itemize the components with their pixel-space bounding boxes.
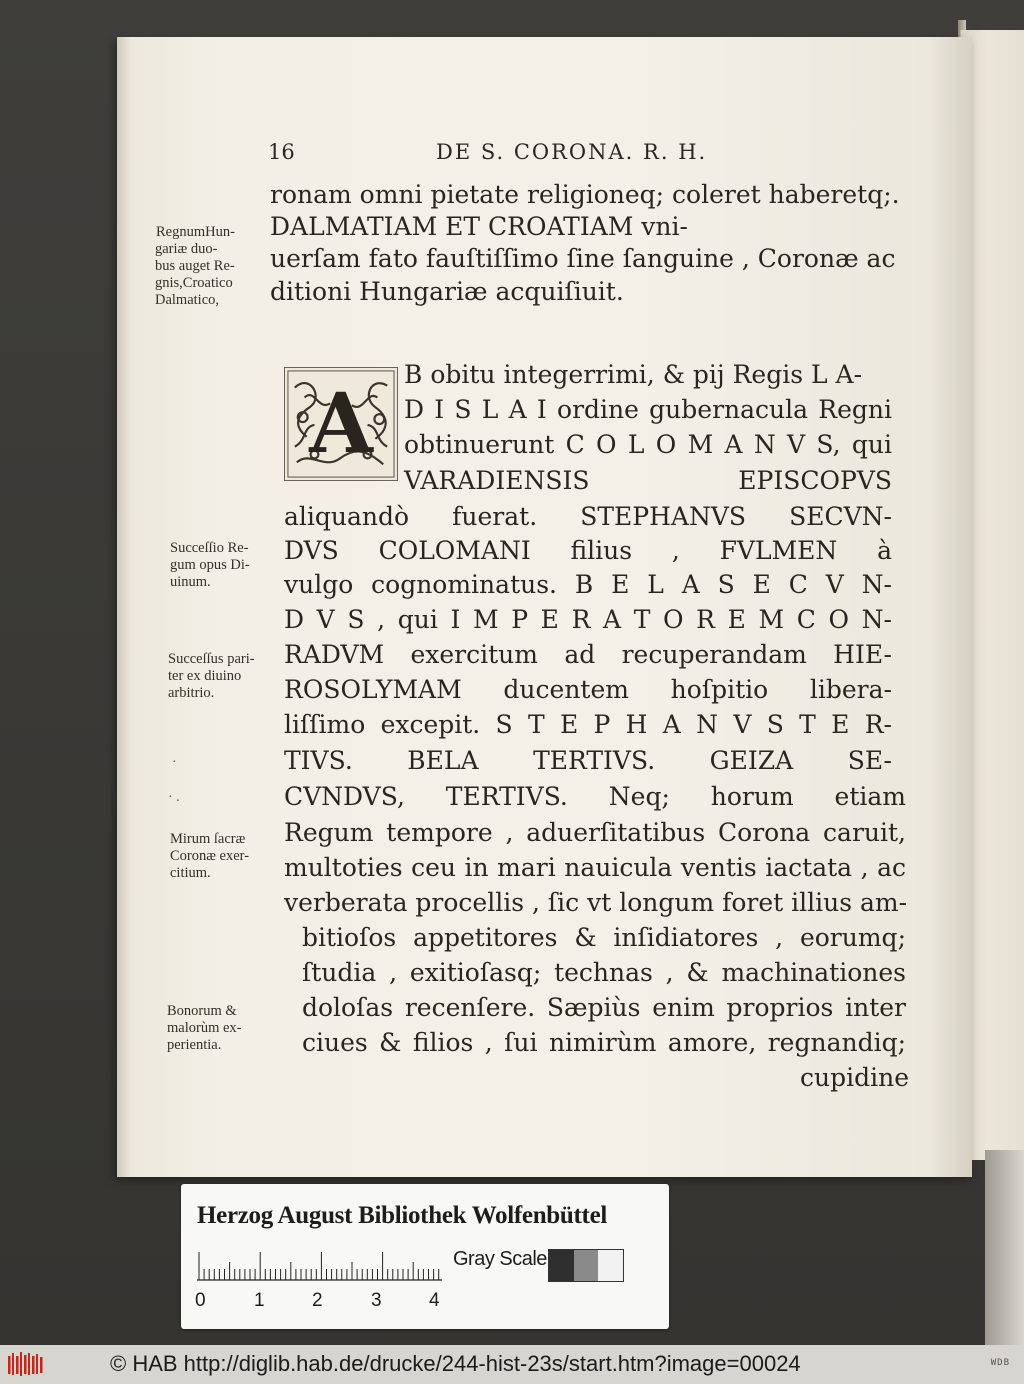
text-line: VARADIENSIS EPISCOPVS xyxy=(404,466,892,495)
marginal-note-line: gum opus Di- xyxy=(170,557,250,573)
library-name: Herzog August Bibliothek Wolfenbüttel xyxy=(197,1202,608,1229)
margin-mark: · . xyxy=(168,790,180,805)
marginal-note-line: ter ex diuino xyxy=(168,668,242,684)
marginal-note-line: gnis,Croatico xyxy=(155,275,233,291)
text-line: RADVM exercitum ad recuperandam HIE- xyxy=(284,640,892,669)
margin-mark: · xyxy=(172,755,177,770)
marginal-note-line: citium. xyxy=(170,865,211,881)
text-line: Regum tempore , aduerſitatibus Corona caruit, xyxy=(284,818,906,847)
marginal-note-line: uinum. xyxy=(170,574,211,590)
scale-ruler xyxy=(197,1251,442,1281)
marginal-note-line: Succeſſus pari- xyxy=(168,651,255,667)
text-line: CVNDVS, TERTIVS. Neq; horum etiam xyxy=(284,782,906,811)
footer-tag: WDB xyxy=(990,1358,1010,1368)
text-line: verberata procellis , ſic vt longum foret illius am- xyxy=(284,888,908,917)
text-line: liſſimo excepit. S T E P H A N V S T E R- xyxy=(284,710,892,739)
text-line: DVS COLOMANI filius , FVLMEN à xyxy=(284,536,892,565)
marginal-note-line: arbitrio. xyxy=(168,685,215,701)
text-line: uerſam fato fauſtiſſimo ſine ſanguine , Coronæ ac xyxy=(270,244,896,273)
text-line: bitioſos appetitores & inſidiatores , eorumq; xyxy=(302,923,906,952)
ruler-number: 0 xyxy=(195,1290,206,1311)
text-line: ronam omni pietate religioneq; coleret haberetq;. xyxy=(270,180,900,209)
marginal-note-line: Succeſſio Re- xyxy=(170,540,249,556)
ruler-number: 4 xyxy=(429,1290,440,1311)
text-line: TIVS. BELA TERTIVS. GEIZA SE- xyxy=(284,746,892,775)
text-line: B obitu integerrimi, & pij Regis L A- xyxy=(404,360,863,389)
gray-swatch xyxy=(574,1250,599,1281)
viewer-footer xyxy=(0,1345,1024,1384)
marginal-note-line: bus auget Re- xyxy=(155,258,235,274)
page-gutter-shade xyxy=(117,37,131,1177)
marginal-note-line: perientia. xyxy=(167,1037,222,1053)
text-line: DALMATIAM ET CROATIAM vni- xyxy=(270,212,688,241)
marginal-note-line: Mirum ſacræ xyxy=(170,831,246,847)
text-line: doloſas recenſere. Sæpiùs enim proprios inter xyxy=(302,993,906,1022)
marginal-note-line: Dalmatico, xyxy=(155,292,220,308)
text-line: vulgo cognominatus. B E L A S E C V N- xyxy=(284,570,892,599)
ruler-number: 3 xyxy=(371,1290,382,1311)
text-line: D V S , qui I M P E R A T O R E M C O N- xyxy=(284,605,892,634)
decorated-initial xyxy=(284,367,398,481)
marginal-note-line: Coronæ exer- xyxy=(170,848,250,864)
text-line: cupidine xyxy=(800,1063,909,1092)
gray-scale-label: Gray Scale xyxy=(453,1248,547,1270)
text-line: ROSOLYMAM ducentem hoſpitio libera- xyxy=(284,675,892,704)
page-header xyxy=(268,140,908,172)
text-line: ſtudia , exitioſasq; technas , & machinationes xyxy=(302,958,906,987)
text-line: obtinuerunt C O L O M A N V S, qui xyxy=(404,430,892,459)
copyright-link[interactable]: © HAB http://diglib.hab.de/drucke/244-hist-23s/start.htm?image=00024 xyxy=(110,1351,801,1376)
page-number: 16 xyxy=(268,140,295,164)
facing-page-strip xyxy=(985,1150,1024,1345)
text-line: ditioni Hungariæ acquiſiuit. xyxy=(270,277,624,306)
gray-swatch xyxy=(549,1250,574,1281)
gray-swatch xyxy=(598,1250,623,1281)
marginal-note-line: malorùm ex- xyxy=(167,1020,242,1036)
marginal-note-line: Bonorum & xyxy=(167,1003,237,1019)
gray-scale-swatches xyxy=(548,1249,624,1282)
marginal-note-line: gariæ duo- xyxy=(155,241,218,257)
text-line: D I S L A I ordine gubernacula Regni xyxy=(404,395,892,424)
text-line: ciues & filios , ſui nimirùm amore, regnandiq; xyxy=(302,1028,906,1057)
text-line: aliquandò fuerat. STEPHANVS SECVN- xyxy=(284,502,892,531)
running-title: DE S. CORONA. R. H. xyxy=(436,140,708,164)
color-target-card xyxy=(181,1184,669,1329)
marginal-note-line: RegnumHun- xyxy=(156,224,235,240)
initial-letter: A xyxy=(309,376,373,472)
ruler-number: 1 xyxy=(254,1290,265,1311)
hab-logo-icon xyxy=(6,1350,46,1378)
ruler-number: 2 xyxy=(312,1290,323,1311)
text-line: multoties ceu in mari nauicula ventis iactata , ac xyxy=(284,853,906,882)
